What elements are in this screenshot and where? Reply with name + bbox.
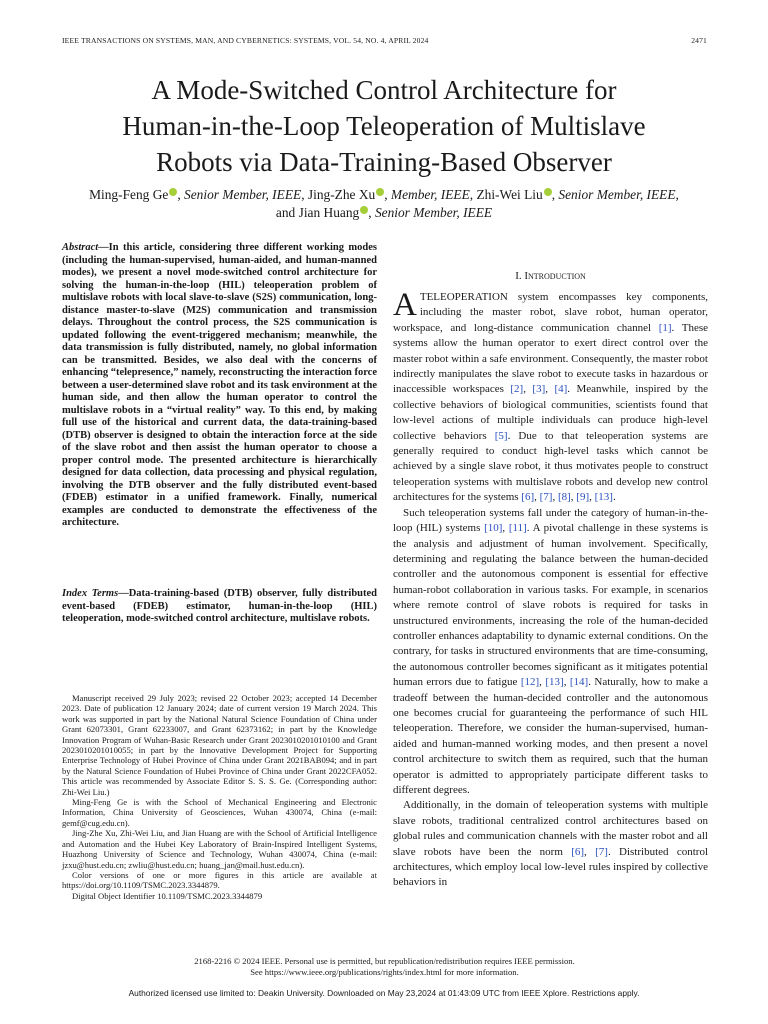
orcid-icon[interactable] <box>376 188 384 196</box>
author-list: Ming-Feng Ge , Senior Member, IEEE, Jing-Zhe Xu , Member, IEEE, Zhi-Wei Liu , Senior Member, IEEE, and Jian Huang , Senior Member, IEEE <box>89 187 679 220</box>
paragraph <box>393 287 708 506</box>
author-name: Jing-Zhe Xu <box>307 187 376 202</box>
text-run: , <box>502 522 509 535</box>
copyright-line: 2168-2216 © 2024 IEEE. Personal use is permitted, but republication/redistribution requires IEEE permission. <box>194 956 575 966</box>
section-number: I. <box>515 270 522 282</box>
title-line: Human-in-the-Loop Teleoperation of Multislave <box>122 111 646 141</box>
text-run: , <box>552 491 558 504</box>
section-title: Introduction <box>524 270 586 282</box>
copyright-notice <box>62 956 707 977</box>
text-run: , <box>584 845 596 858</box>
text-run: TELEOPERATION system encompasses key components, including the master robot, slave robot, human operator, workspace, and long-distance communication channel <box>393 291 708 334</box>
citation-link[interactable]: [10] <box>484 522 503 535</box>
citation-link[interactable]: [11] <box>508 522 527 535</box>
author-membership: Senior Member, IEEE <box>558 187 676 202</box>
citation-link[interactable]: [13] <box>545 676 564 689</box>
index-terms-label: Index Terms <box>62 588 119 599</box>
license-footer: Authorized licensed use limited to: Deakin University. Downloaded on May 23,2024 at 01:43:09 UTC from IEEE Xplore. Restrictions apply. <box>128 988 640 998</box>
index-terms-text: Data-training-based (DTB) observer, fully distributed event-based (FDEB) estimator, human-in-the-loop (HIL) teleoperation, mode-switched control architecture, multislave robots. <box>62 588 377 624</box>
abstract-text: In this article, considering three different working modes (including the human-supervised, human-aided, and human-manned modes), we present a novel mode-switched control architecture for solving the human-in-the-loop (HIL) teleoperation problem of multislave robots with local slave-to-slave (S2S) communication, long-distance master-to-slave (M2S) communication and transmission delays. Throughout the control process, the S2S communication is updated following the event-triggered mechanism; meanwhile, the data transmission is fully distributed, namely, no global information can be transmitted. Besides, we also deal with the concerns of enhancing “telepresence,” namely, reconstructing the interaction force between a user-determined slave robot and its task environment at the human side, and then allow the human operator to control the multislave robots in a “virtual reality” way. To this end, by making full use of the historical and current data, the data-training-based (DTB) observer is designed to obtain the interaction force at the side of the slave robot and then assist the human operator to choose a proper control mode. The presented architecture is hierarchically designed for data collection, data processing and physical regulation, involving the DTB observer and the fully distributed event-based (FDEB) estimator in a unified framework. Finally, numerical examples are conducted to demonstrate the effectiveness of the architecture. <box>62 242 377 528</box>
citation-link[interactable]: [2] <box>510 383 524 396</box>
citation-link[interactable]: [14] <box>569 676 589 689</box>
citation-link[interactable]: [5] <box>494 429 508 442</box>
section-heading <box>393 270 708 282</box>
text-run: . A pivotal challenge in these systems is the analysis and adjustment of human involvement. Specifically, determining and regulating the balance between the human-decided controller and the autonomous component is essential for effective human-robot collaboration in various tasks. For example, in scenarios where remote control of slave robots is required for tasks in unstructured environments, increasing the role of the human-decided controller enhances adaptability to dynamic external conditions. On the contrary, for tasks in structured environments that are time-consuming, the autonomous controller becomes significant as it mitigates potential human errors due to fatigue <box>393 522 709 689</box>
footnote-color-versions: Color versions of one or more figures in this article are available at https://doi.org/10.1109/TSMC.2023.3344879. <box>62 869 377 891</box>
text-run: Such teleoperation systems fall under the category of human-in-the-loop (HIL) systems <box>393 506 708 535</box>
abstract-label: Abstract <box>62 242 99 253</box>
text-run: , <box>570 491 577 504</box>
orcid-icon[interactable] <box>169 188 177 196</box>
footnote-manuscript: Manuscript received 29 July 2023; revised 22 October 2023; accepted 14 December 2023. Date of publication 12 January 2024; date of current version 19 March 2024. This work was supported in part by the National Natural Science Foundation of China under Grant 62073301, Grant 62233007, and Grant 62373162; in part by the Knowledge Innovation Program of Wuhan-Basic Research under Grant 2023010201010100 and Grant 2023010201010055; in part by the Innovative Development Project for Supporting Enterprise Technology of Hubei Province of China under Grant 2021BAB094; and in part by the Natural Science Foundation of Hubei Province of China under Grant 2022CFA052. This article was recommended by Associate Editor S. S. S. Ge. (Corresponding author: Zhi-Wei Liu.) <box>62 693 377 797</box>
citation-link[interactable]: [7] <box>595 845 608 858</box>
footnote-doi: Digital Object Identifier 10.1109/TSMC.2023.3344879 <box>72 890 263 901</box>
text-run: , <box>589 491 595 504</box>
text-run: . These systems allow the human operator to exert direct control over the master robot within a safe environment. Consequently, the master robot indirectly manipulates the slave robot to execute tasks in hazardous or inaccessible workspaces <box>393 321 708 396</box>
citation-link[interactable]: [6] <box>521 491 535 504</box>
citation-link[interactable]: [3] <box>532 383 546 396</box>
footnotes <box>62 693 377 901</box>
author-name: Zhi-Wei Liu <box>476 187 543 202</box>
text-run: , <box>539 676 546 689</box>
citation-link[interactable]: [13] <box>594 491 613 504</box>
text-run: , <box>523 383 533 396</box>
title-line: Robots via Data-Training-Based Observer <box>156 147 612 177</box>
citation-link[interactable]: [8] <box>557 491 571 504</box>
page-number: 2471 <box>691 36 707 45</box>
text-run: . Distributed control architectures, which employ local low-level rules inspired by collective behaviors in <box>393 845 708 889</box>
footnote-affiliation: Jing-Zhe Xu, Zhi-Wei Liu, and Jian Huang are with the School of Artificial Intelligence and Automation and the Hubei Key Laboratory of Brain-Inspired Intelligent Systems, Huazhong University of Science and Technology, Wuhan 430074, China (e-mail: jzxu@hust.edu.cn; zwliu@hust.edu.cn; huang_jan@mail.hust.edu.cn). <box>62 828 377 870</box>
text-run: Additionally, in the domain of teleoperation systems with multiple slave robots, traditional centralized control architectures based on global rules and communication channels with the master robot and all slave robots have been the norm <box>393 799 708 858</box>
running-header <box>62 36 707 45</box>
text-run: . Naturally, how to make a tradeoff between the human-decided controller and the autonomous one becomes crucial for guaranteeing the performance of such HIL teleoperation. Therefore, we consider the human-supervised, human-aided and human-manned working modes, and then present a novel control architecture to switch them as required, such that the human operator is admitted to appropriately participate different tasks to different degrees. <box>393 676 709 796</box>
author-membership: Member, IEEE <box>390 187 470 202</box>
index-terms: Index Terms—Data-training-based (DTB) observer, fully distributed event-based (FDEB) estimator, human-in-the-loop (HIL) teleoperation, mode-switched control architecture, multislave robots. <box>62 588 377 624</box>
author-membership: Senior Member, IEEE <box>374 205 493 220</box>
introduction-text <box>393 287 709 891</box>
copyright-line: See https://www.ieee.org/publications/rights/index.html for more information. <box>250 966 519 977</box>
text-run: , <box>545 383 555 396</box>
orcid-icon[interactable] <box>544 188 552 196</box>
paragraph <box>393 798 708 890</box>
citation-link[interactable]: [6] <box>571 845 585 858</box>
author-conjunction: and <box>275 205 296 220</box>
citation-link[interactable]: [9] <box>576 491 590 504</box>
text-run: , <box>534 491 540 504</box>
author-name: Jian Huang <box>298 205 360 220</box>
author-membership: Senior Member, IEEE <box>184 187 302 202</box>
drop-cap: A <box>393 287 417 323</box>
abstract: Abstract—In this article, considering three different working modes (including the human-supervised, human-aided, and human-manned modes), we present a novel mode-switched control architecture for solving the human-in-the-loop (HIL) teleoperation problem of multislave robots with local slave-to-slave (S2S) communication, long-distance master-to-slave (M2S) communication and transmission delays. Throughout the control process, the S2S communication is updated following the event-triggered mechanism; meanwhile, the data transmission is fully distributed, namely, no global information can be transmitted. Besides, we also deal with the concerns of enhancing “telepresence,” namely, reconstructing the interaction force between a user-determined slave robot and its task environment at the human side, and then allow the human operator to control the multislave robots in a “virtual reality” way. To this end, by making full use of the historical and current data, the data-training-based (DTB) observer is designed to obtain the interaction force at the side of the slave robot and then assist the human operator to choose a proper control mode. The presented architecture is hierarchically designed for data collection, data processing and physical regulation, involving the DTB observer and the fully distributed event-based (FDEB) estimator in a unified framework. Finally, numerical examples are conducted to demonstrate the effectiveness of the architecture. <box>62 242 377 528</box>
text-run: , <box>563 676 570 689</box>
footnote-affiliation: Ming-Feng Ge is with the School of Mechanical Engineering and Electronic Information, China University of Geosciences, Wuhan 430074, China (e-mail: gemf@cug.edu.cn). <box>62 797 377 828</box>
citation-link[interactable]: [4] <box>554 383 568 396</box>
journal-name: IEEE TRANSACTIONS ON SYSTEMS, MAN, AND CYBERNETICS: SYSTEMS, VOL. 54, NO. 4, APRIL 2024 <box>62 36 429 45</box>
paper-title <box>40 72 728 180</box>
orcid-icon[interactable] <box>360 206 368 214</box>
paragraph <box>393 506 708 799</box>
citation-link[interactable]: [7] <box>539 491 553 504</box>
text-run: . <box>612 491 616 504</box>
citation-link[interactable]: [1] <box>658 321 672 334</box>
author-name: Ming-Feng Ge <box>89 187 169 202</box>
text-run: . Meanwhile, inspired by the collective behaviors of biological communities, scientists found that low-level actions of multiple individuals can produce high-level collective behaviors <box>393 383 708 442</box>
citation-link[interactable]: [12] <box>520 676 540 689</box>
text-run: . Due to that teleoperation systems are generally required to conduct high-level tasks which cannot be achieved by a single slave robot, it thus motivates people to construct teleoperation systems with multislave robots and develop new control architectures for the systems <box>393 429 708 504</box>
title-line: A Mode-Switched Control Architecture for <box>151 75 617 105</box>
